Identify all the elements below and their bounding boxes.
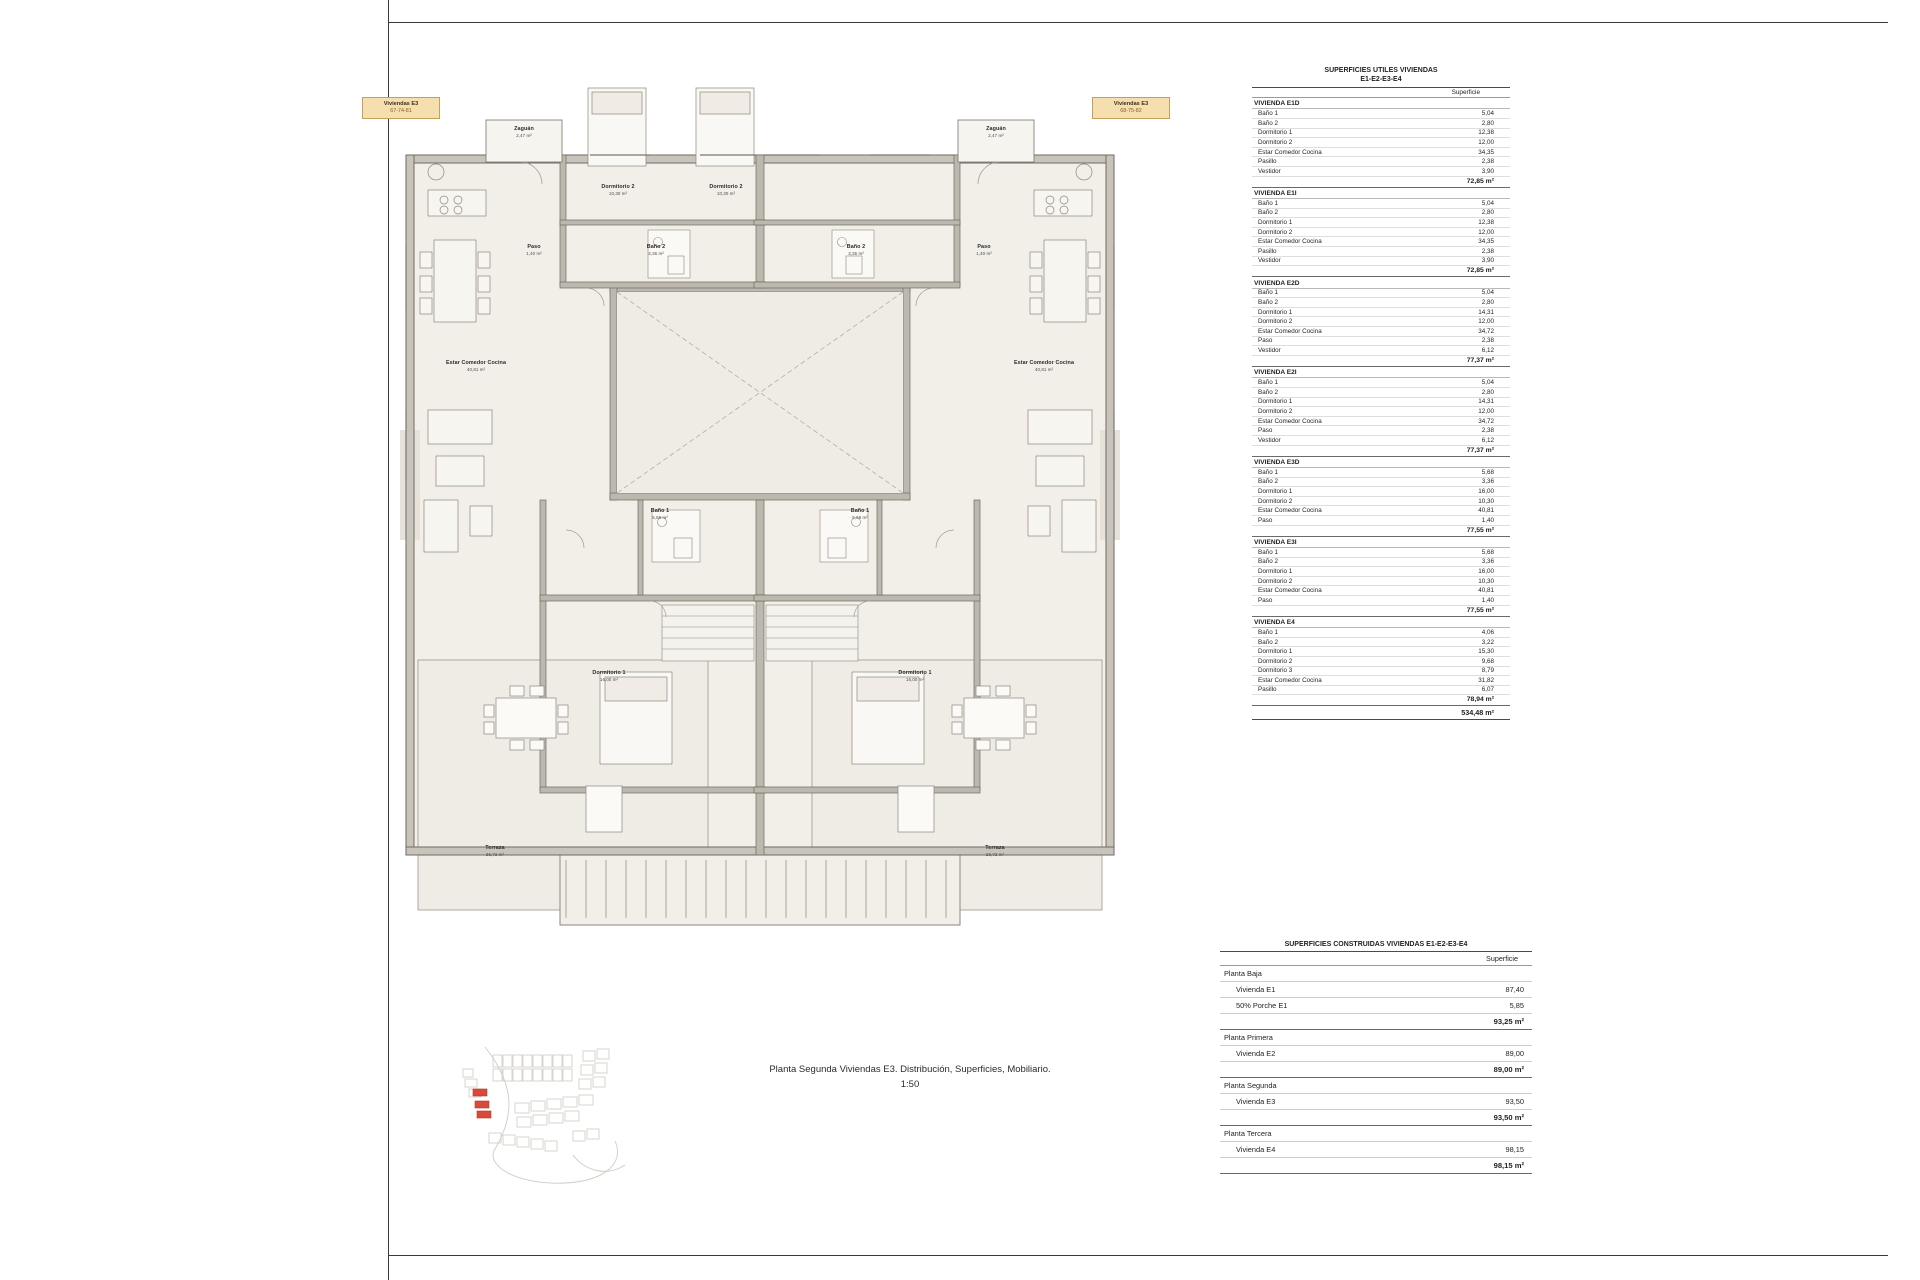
table-row <box>1252 426 1510 436</box>
room-name-cell: Vestidor <box>1258 167 1281 175</box>
room-label: Dormitorio 1 16,00 m² <box>898 670 932 682</box>
room-area-cell: 3,90 <box>1481 257 1494 265</box>
room-name-cell: Pasillo <box>1258 247 1277 255</box>
table-row <box>1252 647 1510 657</box>
table-column-header: Superficie <box>1220 952 1532 966</box>
table-row <box>1252 686 1510 696</box>
room-name-cell: Dormitorio 3 <box>1258 667 1293 675</box>
table-row <box>1252 209 1510 219</box>
room-area-cell: 3,22 <box>1481 638 1494 646</box>
room-area-cell: 2,38 <box>1481 158 1494 166</box>
room-area-cell: 5,04 <box>1481 289 1494 297</box>
room-area-cell: 10,30 <box>1478 577 1494 585</box>
room-area-cell: 2,80 <box>1481 299 1494 307</box>
table-row <box>1252 317 1510 327</box>
room-label: Zaguán 2,47 m² <box>986 126 1006 138</box>
table-row <box>1252 577 1510 587</box>
table-group-header: VIVIENDA E2I <box>1252 367 1510 379</box>
room-area-cell: 4,06 <box>1481 628 1494 636</box>
table-superficies-construidas <box>1220 940 1532 1174</box>
room-label: Baño 2 3,36 m² <box>846 244 866 256</box>
room-area-cell: 6,12 <box>1481 347 1494 355</box>
table-row <box>1220 998 1532 1014</box>
room-area-cell: 2,38 <box>1481 427 1494 435</box>
room-name-cell: Baño 1 <box>1258 199 1278 207</box>
room-label: Baño 2 3,36 m² <box>646 244 666 256</box>
room-name-cell: Estar Comedor Cocina <box>1258 676 1322 684</box>
room-area-cell: 12,00 <box>1478 407 1494 415</box>
table-row <box>1252 596 1510 606</box>
room-area-cell: 5,04 <box>1481 110 1494 118</box>
table-row <box>1252 228 1510 238</box>
table-row <box>1220 1046 1532 1062</box>
room-name-cell: Estar Comedor Cocina <box>1258 587 1322 595</box>
room-label: Dormitorio 2 10,30 m² <box>601 184 635 196</box>
room-name-cell: Paso <box>1258 596 1273 604</box>
room-label: Baño 1 5,68 m² <box>650 508 670 520</box>
room-area-cell: 2,80 <box>1481 209 1494 217</box>
table-row <box>1252 378 1510 388</box>
caption-scale: 1:50 <box>900 1079 920 1090</box>
table-row <box>1252 676 1510 686</box>
room-name-cell: Estar Comedor Cocina <box>1258 507 1322 515</box>
room-area-cell: 10,30 <box>1478 497 1494 505</box>
room-area-cell: 2,38 <box>1481 337 1494 345</box>
room-area-cell: 3,36 <box>1481 558 1494 566</box>
table-row <box>1252 567 1510 577</box>
room-name-cell: Pasillo <box>1258 686 1277 694</box>
section-total-value: 98,15 m² <box>1493 1161 1524 1171</box>
table-row <box>1252 157 1510 167</box>
section-name: Planta Primera <box>1224 1033 1273 1043</box>
table-title: SUPERFICIES CONSTRUIDAS VIVIENDAS E1-E2-E3-E4 <box>1220 940 1532 952</box>
room-name-cell: Baño 1 <box>1258 468 1278 476</box>
group-total-value: 77,55 m² <box>1466 526 1494 534</box>
room-name-cell: Baño 1 <box>1258 110 1278 118</box>
floor-plan <box>383 60 1149 1040</box>
table-section-header <box>1220 1030 1532 1046</box>
room-area-cell: 16,00 <box>1478 568 1494 576</box>
unit-tag-left: Viviendas E3 67-74-81 <box>362 97 440 119</box>
group-total-value: 72,85 m² <box>1466 177 1494 185</box>
room-name-cell: Dormitorio 1 <box>1258 487 1293 495</box>
table-row <box>1220 1094 1532 1110</box>
room-name-cell: Estar Comedor Cocina <box>1258 417 1322 425</box>
room-name-cell: Estar Comedor Cocina <box>1258 327 1322 335</box>
section-total-value: 93,25 m² <box>1493 1017 1524 1027</box>
table-row <box>1252 487 1510 497</box>
room-name-cell: Baño 1 <box>1258 379 1278 387</box>
table-row <box>1252 506 1510 516</box>
group-total-row <box>1252 177 1510 188</box>
room-name-cell: Baño 1 <box>1258 289 1278 297</box>
table-row <box>1252 109 1510 119</box>
table-row <box>1252 516 1510 526</box>
room-name-cell: Dormitorio 1 <box>1258 398 1293 406</box>
sheet-frame-left <box>388 0 389 1280</box>
unit-tag-right: Viviendas E3 68-75-82 <box>1092 97 1170 119</box>
room-name-cell: Vestidor <box>1258 257 1281 265</box>
caption-title: Planta Segunda Viviendas E3. Distribución, Superficies, Mobiliario. <box>769 1064 1051 1075</box>
room-name-cell: Baño 2 <box>1258 209 1278 217</box>
room-name-cell: Dormitorio 1 <box>1258 219 1293 227</box>
table-group-header: VIVIENDA E1I <box>1252 188 1510 200</box>
room-area-cell: 34,72 <box>1478 417 1494 425</box>
table-row <box>1252 558 1510 568</box>
room-label: Estar Comedor Cocina 40,81 m² <box>445 360 507 372</box>
room-area-cell: 5,68 <box>1481 468 1494 476</box>
room-area-cell: 12,38 <box>1478 219 1494 227</box>
table-row <box>1252 436 1510 446</box>
room-label: Dormitorio 1 16,00 m² <box>592 670 626 682</box>
room-area-cell: 34,35 <box>1478 148 1494 156</box>
section-total-value: 93,50 m² <box>1493 1113 1524 1123</box>
section-total-row <box>1220 1158 1532 1174</box>
room-name-cell: Baño 2 <box>1258 119 1278 127</box>
table-group-header: VIVIENDA E3D <box>1252 457 1510 469</box>
unit-area-cell: 87,40 <box>1505 985 1524 995</box>
room-name-cell: Dormitorio 2 <box>1258 497 1293 505</box>
table-row <box>1252 497 1510 507</box>
room-area-cell: 34,72 <box>1478 327 1494 335</box>
table-row <box>1252 407 1510 417</box>
group-total-value: 77,37 m² <box>1466 446 1494 454</box>
room-area-cell: 6,07 <box>1481 686 1494 694</box>
table-superficies-utiles <box>1252 66 1510 720</box>
room-area-cell: 14,31 <box>1478 398 1494 406</box>
table-row <box>1252 148 1510 158</box>
table-body <box>1220 966 1532 1174</box>
section-name: Planta Baja <box>1224 969 1262 979</box>
room-area-cell: 16,00 <box>1478 487 1494 495</box>
room-area-cell: 40,81 <box>1478 507 1494 515</box>
section-name: Planta Segunda <box>1224 1081 1277 1091</box>
unit-name-cell: Vivienda E3 <box>1236 1097 1276 1107</box>
sheet-frame-top <box>388 22 1888 23</box>
table-group-header: VIVIENDA E3I <box>1252 537 1510 549</box>
room-name-cell: Paso <box>1258 516 1273 524</box>
group-total-row <box>1252 606 1510 617</box>
room-area-cell: 2,80 <box>1481 388 1494 396</box>
group-total-value: 77,55 m² <box>1466 606 1494 614</box>
room-name-cell: Paso <box>1258 427 1273 435</box>
room-area-cell: 5,04 <box>1481 199 1494 207</box>
room-name-cell: Vestidor <box>1258 347 1281 355</box>
section-total-row <box>1220 1014 1532 1030</box>
room-name-cell: Vestidor <box>1258 436 1281 444</box>
table-row <box>1220 1142 1532 1158</box>
room-area-cell: 3,36 <box>1481 478 1494 486</box>
group-total-row <box>1252 266 1510 277</box>
room-name-cell: Dormitorio 1 <box>1258 129 1293 137</box>
unit-name-cell: Vivienda E2 <box>1236 1049 1276 1059</box>
table-row <box>1252 289 1510 299</box>
group-total-row <box>1252 446 1510 457</box>
room-area-cell: 31,82 <box>1478 676 1494 684</box>
table-row <box>1252 257 1510 267</box>
room-name-cell: Baño 2 <box>1258 478 1278 486</box>
section-total-row <box>1220 1062 1532 1078</box>
table-section-header <box>1220 1078 1532 1094</box>
table-row <box>1252 398 1510 408</box>
room-area-cell: 2,38 <box>1481 247 1494 255</box>
unit-name-cell: Vivienda E4 <box>1236 1145 1276 1155</box>
table-section-header <box>1220 966 1532 982</box>
room-name-cell: Pasillo <box>1258 158 1277 166</box>
room-name-cell: Baño 2 <box>1258 558 1278 566</box>
unit-area-cell: 98,15 <box>1505 1145 1524 1155</box>
room-name-cell: Dormitorio 2 <box>1258 657 1293 665</box>
table-section-header <box>1220 1126 1532 1142</box>
room-label: Paso 1,40 m² <box>976 244 992 256</box>
room-label: Zaguán 2,47 m² <box>514 126 534 138</box>
table-row <box>1252 167 1510 177</box>
table-row <box>1252 337 1510 347</box>
room-name-cell: Estar Comedor Cocina <box>1258 148 1322 156</box>
room-name-cell: Baño 2 <box>1258 388 1278 396</box>
room-name-cell: Baño 2 <box>1258 638 1278 646</box>
room-name-cell: Dormitorio 2 <box>1258 577 1293 585</box>
table-row <box>1220 982 1532 998</box>
table-row <box>1252 237 1510 247</box>
room-label: Terraza 26,72 m² <box>485 845 505 857</box>
table-body <box>1252 98 1510 706</box>
room-area-cell: 12,00 <box>1478 228 1494 236</box>
group-total-value: 78,94 m² <box>1466 696 1494 704</box>
table-row <box>1252 298 1510 308</box>
room-area-cell: 2,80 <box>1481 119 1494 127</box>
table-row <box>1252 308 1510 318</box>
table-row <box>1252 628 1510 638</box>
room-name-cell: Baño 1 <box>1258 548 1278 556</box>
grand-total-row: 534,48 m² <box>1252 706 1510 720</box>
unit-area-cell: 5,85 <box>1509 1001 1524 1011</box>
table-row <box>1252 468 1510 478</box>
table-row <box>1252 667 1510 677</box>
table-row <box>1252 388 1510 398</box>
room-area-cell: 14,31 <box>1478 308 1494 316</box>
room-label: Terraza 26,72 m² <box>985 845 1005 857</box>
room-label: Dormitorio 2 10,30 m² <box>709 184 743 196</box>
table-group-header: VIVIENDA E1D <box>1252 98 1510 110</box>
group-total-value: 72,85 m² <box>1466 267 1494 275</box>
room-name-cell: Baño 2 <box>1258 299 1278 307</box>
room-area-cell: 40,81 <box>1478 587 1494 595</box>
section-name: Planta Tercera <box>1224 1129 1272 1139</box>
room-area-cell: 12,38 <box>1478 129 1494 137</box>
site-key-map <box>455 1045 685 1195</box>
room-name-cell: Estar Comedor Cocina <box>1258 238 1322 246</box>
room-area-cell: 12,00 <box>1478 318 1494 326</box>
room-area-cell: 8,79 <box>1481 667 1494 675</box>
table-row <box>1252 346 1510 356</box>
group-total-row <box>1252 526 1510 537</box>
table-row <box>1252 199 1510 209</box>
room-name-cell: Dormitorio 1 <box>1258 648 1293 656</box>
room-area-cell: 12,00 <box>1478 138 1494 146</box>
room-area-cell: 9,68 <box>1481 657 1494 665</box>
table-row <box>1252 548 1510 558</box>
unit-name-cell: Vivienda E1 <box>1236 985 1276 995</box>
section-total-row <box>1220 1110 1532 1126</box>
room-area-cell: 5,04 <box>1481 379 1494 387</box>
table-row <box>1252 327 1510 337</box>
table-row <box>1252 247 1510 257</box>
unit-name-cell: 50% Porche E1 <box>1236 1001 1288 1011</box>
room-area-cell: 3,90 <box>1481 167 1494 175</box>
unit-area-cell: 93,50 <box>1505 1097 1524 1107</box>
room-label: Paso 1,40 m² <box>526 244 542 256</box>
room-area-cell: 6,12 <box>1481 436 1494 444</box>
table-row <box>1252 119 1510 129</box>
group-total-row <box>1252 356 1510 367</box>
table-row <box>1252 129 1510 139</box>
table-row <box>1252 138 1510 148</box>
room-name-cell: Dormitorio 1 <box>1258 308 1293 316</box>
room-label: Estar Comedor Cocina 40,81 m² <box>1013 360 1075 372</box>
group-total-value: 77,37 m² <box>1466 356 1494 364</box>
table-column-header: Superficie <box>1252 88 1510 98</box>
room-name-cell: Dormitorio 1 <box>1258 568 1293 576</box>
table-group-header: VIVIENDA E4 <box>1252 617 1510 629</box>
table-row <box>1252 657 1510 667</box>
table-row <box>1252 478 1510 488</box>
room-area-cell: 1,40 <box>1481 516 1494 524</box>
room-name-cell: Dormitorio 2 <box>1258 407 1293 415</box>
group-total-row <box>1252 695 1510 706</box>
table-title: SUPERFICIES UTILES VIVIENDAS E1-E2-E3-E4 <box>1252 66 1510 88</box>
unit-area-cell: 89,00 <box>1505 1049 1524 1059</box>
room-name-cell: Baño 1 <box>1258 628 1278 636</box>
room-name-cell: Paso <box>1258 337 1273 345</box>
table-row <box>1252 638 1510 648</box>
room-name-cell: Dormitorio 2 <box>1258 138 1293 146</box>
room-name-cell: Dormitorio 2 <box>1258 228 1293 236</box>
room-name-cell: Dormitorio 2 <box>1258 318 1293 326</box>
room-area-cell: 5,68 <box>1481 548 1494 556</box>
table-row <box>1252 417 1510 427</box>
room-area-cell: 34,35 <box>1478 238 1494 246</box>
section-total-value: 89,00 m² <box>1493 1065 1524 1075</box>
sheet-frame-bottom <box>388 1255 1888 1256</box>
table-group-header: VIVIENDA E2D <box>1252 277 1510 289</box>
plan-caption <box>700 1064 1120 1090</box>
room-label: Baño 1 5,68 m² <box>850 508 870 520</box>
table-row <box>1252 586 1510 596</box>
room-area-cell: 1,40 <box>1481 596 1494 604</box>
room-area-cell: 15,30 <box>1478 648 1494 656</box>
table-row <box>1252 218 1510 228</box>
